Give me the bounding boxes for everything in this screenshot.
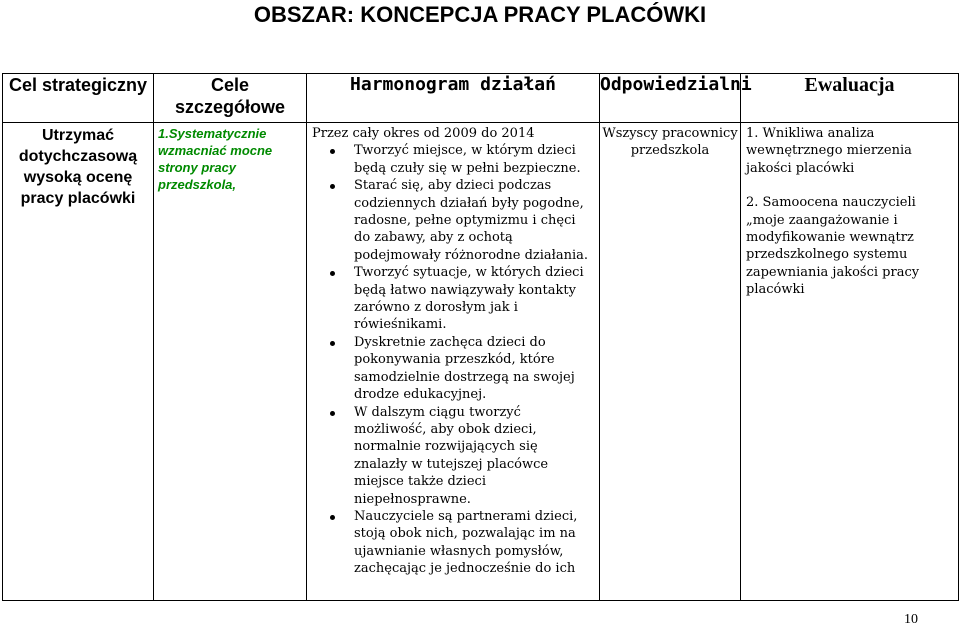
responsible-cell: Wszyscy pracownicy przedszkola	[600, 123, 741, 601]
header-evaluation: Ewaluacja	[741, 74, 959, 123]
list-item: Tworzyć sytuacje, w których dzieci będą łatwo nawiązywały kontakty zarówno z dorosłym jak i rówieśnikami.	[354, 264, 595, 334]
schedule-intro: Przez cały okres od 2009 do 2014	[312, 126, 535, 141]
header-row	[3, 74, 959, 123]
concept-table	[2, 73, 959, 601]
list-item: W dalszym ciągu tworzyć możliwość, aby obok dzieci, normalnie rozwijających się znalazły w tutejszej placówce miejsce także dzieci niepełnosprawne.	[354, 404, 595, 508]
list-item: Tworzyć miejsce, w którym dzieci będą czuły się w pełni bezpieczne.	[354, 142, 595, 177]
table-row	[3, 123, 959, 601]
schedule-cell	[307, 123, 600, 601]
header-strategic-goal: Cel strategiczny	[3, 74, 154, 123]
list-item: Dyskretnie zachęca dzieci do pokonywania przeszkód, które samodzielnie dostrzegą na swojej drodze edukacyjnej.	[354, 334, 595, 404]
header-responsible: Odpowiedzialni	[600, 74, 741, 123]
detailed-goal-cell: 1.Systematycznie wzmacniać mocne strony pracy przedszkola,	[154, 123, 307, 601]
evaluation-cell	[741, 123, 959, 601]
evaluation-item-1: 1. Wnikliwa analiza wewnętrznego mierzenia jakości placówki	[746, 126, 912, 176]
page-number: 10	[904, 612, 918, 627]
header-schedule: Harmonogram działań	[307, 74, 600, 123]
evaluation-item-2: 2. Samoocena nauczycieli „moje zaangażowanie i modyfikowanie wewnątrz przedszkolnego systemu zapewniania jakości pracy placówki	[746, 195, 920, 298]
strategic-goal-cell: Utrzymać dotychczasową wysoką ocenę pracy placówki	[3, 123, 154, 601]
page-title: OBSZAR: KONCEPCJA PRACY PLACÓWKI	[253, 2, 707, 27]
header-detailed-goals: Cele szczegółowe	[154, 74, 307, 123]
list-item: Nauczyciele są partnerami dzieci, stoją obok nich, pozwalając im na ujawnianie własnych pomysłów, zachęcając je jednocześnie do ich	[354, 508, 595, 578]
list-item: Starać się, aby dzieci podczas codziennych działań były pogodne, radosne, pełne optymizmu i chęci do zabawy, aby z ochotą podejmowały różnorodne działania.	[354, 177, 595, 264]
actions-list	[312, 142, 595, 577]
